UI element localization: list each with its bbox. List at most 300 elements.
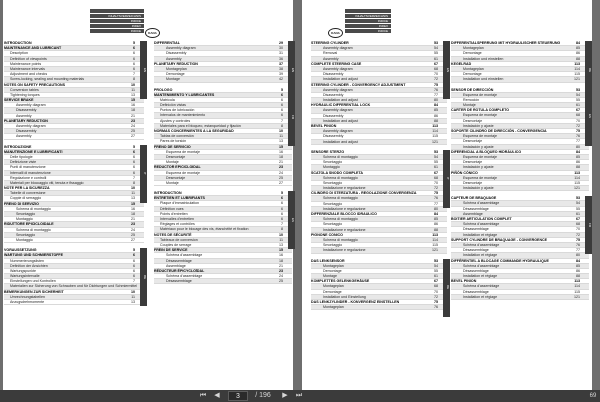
toc-entry-page: 7 [133,72,135,77]
toc-entry-page: 24 [131,227,135,232]
toc-entry-page: 21 [131,217,135,222]
toc-entry-title: WARTUNG UND SCHMIERSTOFFE [4,253,64,258]
toc-entry-page: 76 [576,134,580,139]
header-line-3: INDICE [90,19,144,23]
toc-entry-page: 68 [434,66,438,71]
toc-entry-page: 70 [434,72,438,77]
toc-section [451,41,592,83]
toc-entry-title: Schema di montaggio [16,227,51,232]
toc-entry-page: 23 [279,165,283,170]
toc-entry-page: 10 [279,129,283,133]
toc-entry-page: 15 [279,248,283,253]
toc-entry-title: Umrechnungstabellen [10,294,45,299]
zoom-level[interactable]: 69 [589,393,597,399]
toc-entry-page: 7 [133,279,135,284]
toc-entry-page: 114 [574,66,580,71]
toc-entry-page: 75 [434,82,438,87]
toc-entry-title: COMPLETE STEERING CASE [311,61,362,66]
toc-entry-title: Smontaggio [323,160,343,165]
toc-entry-title: Esquema de montaje [463,134,497,139]
language-tab: FR [585,196,592,254]
language-tab: ES [288,191,295,249]
toc-entry-title: Montaggio [323,165,340,170]
toc-entry-page: 6 [281,217,283,221]
toc-entry-page: 88 [576,56,580,61]
toc-entry-page: 53 [576,196,580,201]
toc-entry-title: Assembly diagram [16,103,46,108]
toc-entry-title: Assembly diagram [323,46,353,51]
toc-entry-page: 13 [131,92,135,97]
toc-entry-title: Disassembly [323,113,344,118]
page-number-input[interactable]: 3 [228,391,248,401]
toc-entry-title: Matériaux pour le blocage des vis, étanchéité et fixation [160,227,249,232]
next-page-button[interactable]: ▶ [282,392,288,399]
toc-entry-page: 113 [574,279,580,284]
toc-entry-title: Instalación y ajuste [463,186,494,191]
toc-entry-page: 6 [133,170,135,175]
toc-entry[interactable] [154,279,292,284]
header-line-2: INHALTSVERZEICHNIS [345,14,391,18]
toc-entry-page: 72 [434,294,438,299]
language-tab: IT [140,145,147,203]
toc-entry-title: Ajustes y controles [160,118,191,123]
page-header [90,9,144,34]
toc-entry-title: BEVEL PINION [311,124,337,128]
toc-entry-title: Montageplan [323,263,344,268]
toc-entry-page: 16 [131,206,135,211]
toc-entry-page: 6 [133,165,135,170]
toc-entry-title: INTRODUCTION [154,191,182,196]
toc-entry-page: 88 [434,227,438,232]
toc-section [4,248,147,305]
toc-entry-title: Wartungsintervalle [10,274,40,279]
toc-entry-title: Desmontaje [166,175,186,180]
toc-entry-page: 39 [279,72,283,77]
toc-entry-page: 6 [133,258,135,263]
toc-entry-title: Assembly diagram [323,87,353,92]
toc-entry-title: Esquema de montaje [463,154,497,159]
toc-entry-page: 53 [576,87,580,92]
toc-entry-page: 30 [279,46,283,51]
toc-entry-title: Tabelle di conversione [10,191,46,196]
toc-entry-page: 115 [574,289,580,294]
toc-entry-page: 37 [279,61,283,66]
toc-entry-page: 53 [434,149,438,154]
language-tab: EN [288,41,295,99]
toc-entry-title: Installation et réglage [463,274,498,279]
toc-entry-title: Schema di montaggio [16,206,51,211]
toc-entry-page: 85 [434,108,438,113]
toc-entry-title: SERVICE BRAKE [4,98,34,103]
toc-entry-page: 5 [133,144,135,149]
toc-column-right [451,41,592,381]
toc-entry-title: NORMAS CONCERNIENTES A LA SEGURIDAD [154,129,234,133]
toc-entry-title: Assembly diagram [323,66,353,71]
toc-entry-page: 121 [574,186,580,191]
toc-entry-title: SUPPORT CYLINDRE DE BRAQUAGE - CONVERGENCE [451,237,548,242]
toc-entry-page: 114 [432,237,438,242]
toc-entry-title: Wartungspunkte [10,268,37,273]
toc-entry-title: NOTE PER LA SICUREZZA [4,186,50,191]
toc-entry-page: 23 [131,118,135,123]
toc-entry-page: 24 [279,170,283,175]
toc-entry-page: 6 [133,51,135,56]
toc-entry[interactable] [451,77,589,82]
toc-entry-title: Montaje [463,103,476,108]
toc-entry-title: Montaggio [16,217,33,222]
toc-column-left [311,41,450,381]
toc-entry-page: 75 [576,129,580,133]
toc-entry-page: 72 [434,186,438,191]
toc-entry-title: ENTRETIEN ET LUBRIFIANTS [154,196,205,201]
toc-entry-title: INTRODUZIONE [4,144,32,149]
toc-entry-page: 8 [133,77,135,82]
toc-entry-title: Désassemblage [166,279,192,284]
toc-entry-title: Installation and adjust [323,118,358,123]
toc-entry-page: 54 [434,154,438,159]
toc-entry-title: RÉDUCTEUR ÉPICYCLOÏDAL [154,268,205,273]
toc-entry-title: RIDUTTORE EPICICLOIDALE [4,222,54,227]
toc-entry-title: Desmontaje [463,180,483,185]
toc-entry-page: 54 [434,263,438,268]
toc-entry-page: 84 [434,103,438,108]
toc-entry-page: 86 [576,160,580,165]
toc-entry-title: Schéma d'assemblage [463,242,500,247]
toc-entry[interactable] [451,295,589,300]
toc-entry-title: Adjustment and checks [10,72,48,77]
toc-entry-title: KEGELRAD [451,61,472,66]
toc-entry-title: Schéma d'assemblage [463,222,500,227]
toc-entry-title: Intervalli di manutenzione [10,170,51,175]
last-page-button[interactable]: ⏭ [295,392,303,399]
toc-entry-page: 75 [434,300,438,304]
toc-entry-title: Smontaggio [323,180,343,185]
toc-entry-page: 55 [434,51,438,56]
toc-entry-title: PLANETARY REDUCTION [154,61,198,66]
toc-entry-page: 21 [131,113,135,118]
toc-entry-page: 67 [434,279,438,284]
toc-entry-title: Esquema de montaje [463,113,497,118]
prev-page-button[interactable]: ◀ [214,392,220,399]
toc-entry[interactable] [311,305,447,310]
toc-entry-page: 86 [576,51,580,56]
toc-section [154,191,295,284]
toc-entry-page: 68 [576,113,580,118]
toc-entry-title: Definizione viste [10,160,37,165]
toc-entry-page: 5 [133,248,135,253]
toc-entry-title: DIFERENCIAL A BLOQUEO HIDRÁULICO [451,149,522,154]
toc-entry-title: DAS LENKZYLINDER - KONVERGENZ EINSTELLEN [311,300,400,304]
toc-entry-title: REDUCTOR EPICICLOIDAL [154,165,201,170]
toc-entry-title: MANTENIMIENTO Y LUBRICANTES [154,92,215,97]
toc-entry-page: 77 [576,248,580,253]
toc-entry-page: 11 [131,87,135,92]
toc-entry-title: Disassembly [16,108,37,113]
toc-entry-title: Tableaux de conversion [160,237,198,242]
toc-entry-title: Tightening torques [10,92,40,97]
toc-entry-page: 7 [281,222,283,227]
toc-entry-title: Demontage [463,72,482,77]
toc-entry-title: Montageplan [463,46,484,51]
toc-entry-page: 27 [131,237,135,242]
toc-entry-page: 54 [434,46,438,51]
toc-entry-page: 61 [434,165,438,170]
toc-entry-page: 42 [279,77,283,82]
toc-entry-title: Demontage [463,51,482,56]
toc-entry-title: SOPORTE CILINDRO DE DIRECCIÓN - CONVERGENCIA [451,129,547,133]
toc-entry-page: 53 [434,41,438,45]
toc-entry-page: 21 [279,263,283,268]
toc-entry-title: Installazione e regolazione [323,206,366,211]
header-line-1 [345,9,391,13]
toc-entry-page: 36 [279,56,283,61]
toc-entry-page: 61 [434,274,438,279]
toc-entry-page: 75 [434,191,438,196]
toc-entry-page: 6 [133,160,135,165]
toc-section [451,196,592,300]
toc-entry-title: SCATOLA SNODO COMPLETA [311,170,363,175]
toc-entry-page: 25 [279,175,283,180]
toc-entry-page: 61 [576,103,580,108]
toc-entry-page: 29 [279,41,283,45]
toc-entry-title: Desmontaje [463,160,483,165]
toc-entry-title: NOTES DE SÉCURITÉ [154,232,192,237]
toc-entry-title: CAPTEUR DE BRAQUAGE [451,196,497,201]
toc-entry-title: PROLOGO [154,87,173,92]
toc-entry[interactable] [154,181,292,186]
toc-entry-page: 84 [576,258,580,263]
toc-entry-title: Assembly diagram [166,46,196,51]
header-line-2: INHALTSVERZEICHNIS [90,14,144,18]
toc-entry-page: 84 [576,149,580,154]
toc-entry-title: Nummerierungslisten [10,258,44,263]
toc-section [311,149,450,254]
toc-entry-title: Remoción [463,97,480,102]
toc-entry-page: 10 [279,232,283,237]
toc-section [154,41,295,83]
toc-entry-page: 8 [281,123,283,128]
toc-column-left [4,41,147,381]
toc-entry-page: 6 [281,108,283,113]
toc-entry-page: 16 [279,253,283,258]
toc-entry-title: Assembly [166,56,182,61]
toc-entry-page: 113 [574,170,580,175]
toc-entry-title: HYDRAULIC DIFFERENTIAL LOCK [311,103,371,108]
language-tab: DE [585,41,592,99]
toc-entry-page: 5 [133,41,135,45]
toc-entry-page: 68 [434,284,438,289]
toc-entry-title: FREIN DE SERVICE [154,248,188,253]
toc-entry[interactable] [4,134,144,139]
toc-entry-title: Smontaggio [16,212,36,216]
toc-entry-title: Désassemblage [463,206,489,211]
toc-entry-page: 6 [133,263,135,268]
toc-entry-title: Demontage [323,289,342,294]
toc-entry-title: NOTES ON SAFETY PRECAUTIONS [4,82,66,87]
toc-entry-title: Desmontaje [166,154,186,159]
toc-entry-title: Installation and adjust [323,98,358,103]
header-line-4: INDEX [90,24,144,28]
toc-entry-title: Schéma d'assemblage [463,284,500,289]
toc-entry-page: 113 [432,124,438,128]
toc-entry-page: 13 [131,300,135,304]
toc-entry-title: Montageplan [166,66,187,71]
dana-logo: DANA [328,28,343,38]
toc-entry-title: Installation and adjust [323,77,358,82]
toc-entry-page: 61 [576,211,580,216]
toc-entry-page: 27 [279,180,283,185]
toc-entry-title: Regolazione e controlli [10,175,47,180]
toc-entry-page: 21 [279,160,283,165]
toc-entry-page: 68 [434,175,438,180]
toc-entry-page: 25 [131,232,135,237]
toc-entry-title: Smontaggio [16,232,36,237]
toc-entry-title: Montaje [166,160,179,165]
toc-entry-title: Schema di montaggio [323,154,358,159]
toc-entry-title: PLANETARY REDUCTION [4,118,48,123]
toc-section [311,41,450,145]
toc-entry-title: Plaque d'immatriculation [160,201,200,206]
toc-entry-title: Materiales para el bloqueo, estanqueidad y fijación [160,123,241,128]
toc-entry-page: 114 [574,284,580,289]
toc-entry-title: Installation und Einstellung [323,294,366,299]
toc-entry-title: CILINDRO DI STERZATURA - REGOLAZIONE CONVERGENZA [311,191,417,196]
toc-entry-title: Esquema de montaje [166,170,200,175]
toc-entry-page: 70 [576,118,580,123]
toc-entry-title: Esquema de montaje [463,175,497,180]
toc-entry-page: 6 [281,113,283,118]
toc-entry-page: 86 [434,113,438,118]
toc-entry-title: Esquema de montaje [166,149,200,154]
toc-entry-title: Disassembly [16,129,37,134]
toc-entry-page: 13 [279,242,283,247]
toc-entry-page: 23 [131,222,135,227]
toc-entry-page: 31 [279,51,283,56]
toc-entry-title: Einstellungen und Kontrollen [10,279,56,284]
toc-section [4,41,147,140]
toc-entry-title: Definition der Ansichten [10,263,48,268]
header-line-3: INDICE [345,19,391,23]
toc-entry[interactable] [154,77,292,82]
toc-entry-title: Schéma d'assemblage [463,263,500,268]
toc-entry-page: 113 [574,61,580,66]
toc-entry-title: Intervalos de mantenimiento [160,113,206,118]
toc-entry-title: CARTER DE ROTULA COMPLETO [451,108,510,113]
toc-entry-page: 86 [576,268,580,273]
toc-entry-title: Schéma d'assemblage [166,274,203,279]
toc-entry-title: Puntos de lubricación [160,108,195,113]
toc-entry-page: 70 [576,227,580,232]
toc-entry-page: 10 [131,289,135,294]
toc-entry-title: Assembly diagram [323,108,353,113]
toc-entry-title: Assemblage [166,263,186,268]
toc-entry-page: 6 [133,56,135,61]
toc-entry-title: Montageplan [323,305,344,310]
toc-entry-page: 6 [133,268,135,273]
toc-entry-title: Désassemblage [166,258,192,263]
toc-entry-title: FRENO DI SERVIZIO [4,201,39,206]
toc-entry[interactable] [451,186,589,191]
toc-entry-page: 6 [281,211,283,216]
toc-section [451,87,592,192]
toc-entry-page: 121 [432,139,438,144]
toc-entry-title: Punti di manutenzione [10,165,46,170]
toc-entry-page: 38 [279,66,283,71]
toc-entry-title: Montage [166,77,180,82]
first-page-button[interactable]: ⏮ [199,392,207,399]
toc-entry-page: 7 [281,118,283,123]
toc-entry-page: 6 [133,46,135,51]
toc-entry-page: 11 [279,134,283,139]
toc-entry-title: Instalación y ajuste [463,165,494,170]
toc-entry-page: 6 [133,154,135,159]
toc-entry-title: Points d'entretien [160,211,188,216]
toc-entry-page: 11 [131,294,135,299]
toc-section [154,87,295,187]
document-page-right [302,0,592,390]
toc-entry-page: 24 [131,124,135,128]
toc-entry-title: Installation et réglage [463,253,498,258]
header-line-1 [90,9,144,13]
toc-entry-page: 6 [281,103,283,108]
toc-entry[interactable] [4,238,144,243]
toc-entry-title: PIÑÓN CÓNICO [451,170,478,175]
toc-entry-page: 77 [576,139,580,144]
toc-entry-page: 6 [133,274,135,279]
toc-entry-page: 85 [576,263,580,268]
toc-entry-page: 6 [133,66,135,71]
toc-entry-page: 70 [434,289,438,294]
header-line-5: INDICE [90,29,144,33]
document-page-left [3,0,293,390]
toc-entry-title: Definición vistas [160,103,186,108]
toc-entry-page: 6 [281,97,283,102]
toc-entry-title: DIFFÉRENTIEL A BLOCAGE COMMANDE HYDRAULIQUE [451,258,549,263]
toc-entry-page: 121 [432,248,438,253]
toc-entry-page: 76 [434,87,438,92]
toc-entry-page: 18 [131,212,135,216]
toc-entry-page: 24 [279,274,283,279]
toc-entry-page: 85 [434,217,438,222]
toc-entry-title: Smontaggio [323,201,343,206]
toc-entry[interactable] [4,300,144,305]
toc-entry-page: 25 [131,129,135,134]
toc-entry-page: 85 [576,46,580,51]
toc-entry-title: Couples de serrage [160,242,192,247]
toc-entry-title: MANUTENZIONE E LUBRIFICANTI [4,149,63,154]
toc-entry-page: 27 [131,134,135,139]
dana-logo: DANA [145,28,160,38]
toc-entry-title: Montaggio [16,237,33,242]
toc-entry[interactable] [311,140,447,145]
toc-entry-page: 16 [279,149,283,154]
toc-entry-title: Tablas de conversión [160,134,194,139]
toc-entry[interactable] [311,248,447,253]
toc-entry-title: Assembly diagram [323,129,353,134]
toc-entry-page: 54 [576,201,580,206]
toc-entry-title: Disassembly [166,51,187,56]
toc-entry-title: BEVEL PINION [451,279,477,284]
toc-entry-page: 67 [576,108,580,113]
toc-entry-title: Schéma d'assemblage [166,253,203,258]
toc-entry-page: 113 [432,232,438,237]
toc-entry-title: Assembly diagram [16,124,46,128]
toc-entry-title: Materiali per bloccaggio viti, tenuta e fissaggio [10,180,84,185]
toc-entry-page: 72 [576,232,580,237]
toc-entry-title: KOMPLETTES GELENKGEHÄUSE [311,279,370,284]
toc-entry-page: 80 [434,206,438,211]
toc-entry-page: 72 [434,77,438,82]
